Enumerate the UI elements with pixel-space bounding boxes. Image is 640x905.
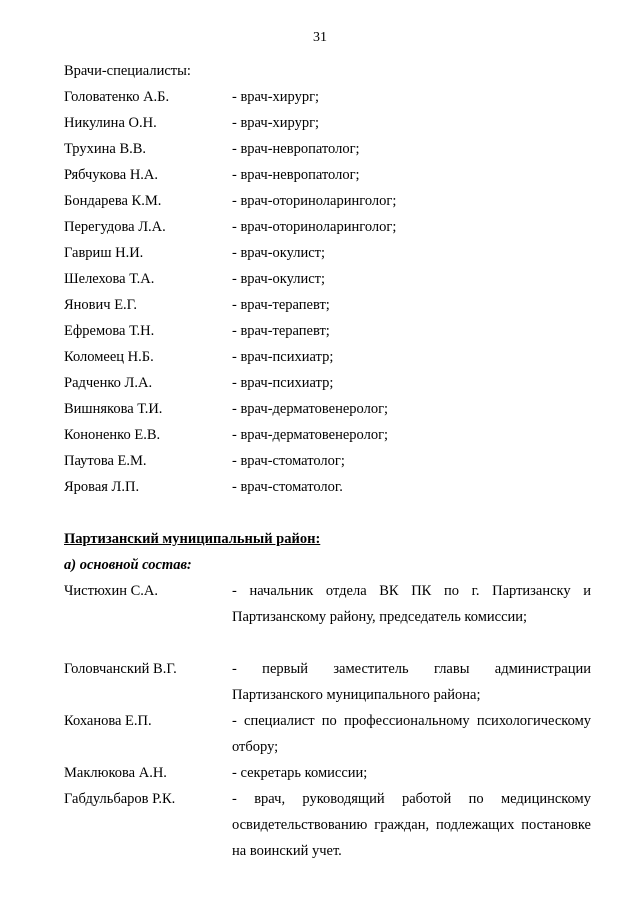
specialist-role: - врач-психиатр;: [232, 349, 334, 365]
member-name: Маклюкова А.Н.: [64, 765, 167, 781]
district-heading: Партизанский муниципальный район:: [64, 531, 321, 547]
specialist-role: - врач-дерматовенеролог;: [232, 427, 389, 443]
specialist-name: Радченко Л.А.: [64, 375, 153, 391]
member-entry: [64, 786, 591, 864]
specialist-name: Головатенко А.Б.: [64, 89, 170, 105]
specialist-name: Коломеец Н.Б.: [64, 349, 154, 365]
specialist-role: - врач-стоматолог.: [232, 479, 343, 495]
specialist-role: - врач-окулист;: [232, 245, 326, 261]
specialist-name: Кононенко Е.В.: [64, 427, 161, 443]
specialist-role: - врач-хирург;: [232, 115, 320, 131]
specialist-role: - врач-хирург;: [232, 89, 320, 105]
specialists-label: Врачи-специалисты:: [64, 63, 191, 79]
specialist-role: - врач-оториноларинголог;: [232, 193, 397, 209]
member-name: Габдульбаров Р.К.: [64, 791, 176, 807]
member-entry: [64, 760, 591, 786]
member-entry: [64, 708, 591, 760]
specialist-name: Янович Е.Г.: [64, 297, 138, 313]
member-entry: [64, 578, 591, 656]
specialist-name: Шелехова Т.А.: [64, 271, 155, 287]
specialist-name: Никулина О.Н.: [64, 115, 157, 131]
member-role: - начальник отдела ВК ПК по г. Партизанску и Партизанскому району, председатель комиссии;: [232, 583, 591, 625]
specialist-name: Гавриш Н.И.: [64, 245, 144, 261]
composition-heading: а) основной состав:: [64, 557, 192, 573]
specialist-role: - врач-невропатолог;: [232, 141, 360, 157]
specialist-role: - врач-дерматовенеролог;: [232, 401, 389, 417]
specialist-name: Рябчукова Н.А.: [64, 167, 159, 183]
specialist-role: - врач-невропатолог;: [232, 167, 360, 183]
member-role: - специалист по профессиональному психологическому отбору;: [232, 713, 591, 755]
specialist-role: - врач-психиатр;: [232, 375, 334, 391]
member-name: Чистюхин С.А.: [64, 583, 159, 599]
member-entry: [64, 656, 591, 708]
specialist-name: Ефремова Т.Н.: [64, 323, 155, 339]
specialist-name: Трухина В.В.: [64, 141, 147, 157]
member-role: - секретарь комиссии;: [232, 765, 368, 781]
specialist-role: - врач-стоматолог;: [232, 453, 345, 469]
page-number: 31: [313, 30, 327, 45]
member-role: - врач, руководящий работой по медицинскому освидетельствованию граждан, подлежащих постановке на воинский учет.: [232, 791, 591, 859]
specialist-name: Паутова Е.М.: [64, 453, 147, 469]
specialist-name: Вишнякова Т.И.: [64, 401, 163, 417]
specialist-role: - врач-терапевт;: [232, 297, 330, 313]
specialist-name: Перегудова Л.А.: [64, 219, 166, 235]
specialist-role: - врач-терапевт;: [232, 323, 330, 339]
member-name: Головчанский В.Г.: [64, 661, 177, 677]
member-name: Коханова Е.П.: [64, 713, 152, 729]
specialist-name: Бондарева К.М.: [64, 193, 162, 209]
specialist-role: - врач-оториноларинголог;: [232, 219, 397, 235]
member-role: - первый заместитель главы администрации Партизанского муниципального района;: [232, 661, 591, 703]
specialist-name: Яровая Л.П.: [64, 479, 140, 495]
specialist-role: - врач-окулист;: [232, 271, 326, 287]
